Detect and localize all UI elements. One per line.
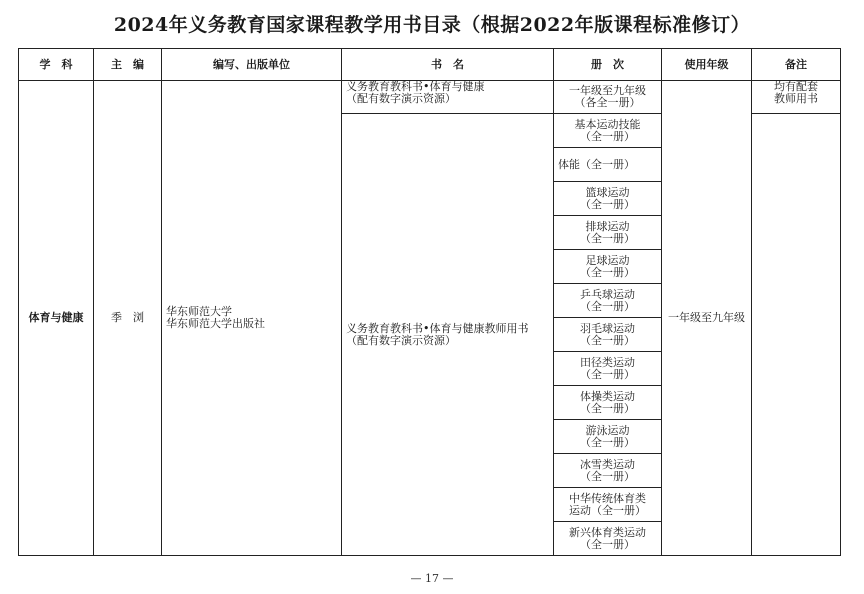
notes-cell-empty	[752, 114, 841, 556]
volume-line-2: （全一册）	[580, 265, 635, 279]
volume-line-1: 中华传统体育类	[569, 491, 646, 505]
volume-line-1: 体操类运动	[580, 389, 635, 403]
volume-cell	[554, 148, 662, 182]
volume-cell	[554, 250, 662, 284]
header-editor: 主 编	[94, 49, 162, 81]
volume-cell	[554, 182, 662, 216]
volume-cell	[554, 114, 662, 148]
book-title: 义务教育教科书•体育与健康教师用书	[346, 321, 529, 335]
volume-line-2: （全一册）	[580, 231, 635, 245]
book-note: （配有数字演示资源）	[346, 333, 456, 347]
volume-line-1: 排球运动	[585, 219, 630, 233]
volume-line-2: （各全一册）	[574, 96, 641, 109]
header-grade: 使用年级	[662, 49, 752, 81]
publisher-cell	[162, 81, 342, 556]
volume-line-1: 基本运动技能	[574, 117, 641, 131]
volume-line-2: （全一册）	[580, 299, 635, 313]
book-cell-teacher	[342, 114, 554, 556]
notes-line-1: 均有配套	[774, 80, 818, 93]
notes-line-2: 教师用书	[774, 92, 818, 105]
volume-cell	[554, 420, 662, 454]
book-cell-student	[342, 81, 554, 114]
volume-line-1: 羽毛球运动	[580, 321, 635, 335]
volume-line-2: 运动（全一册）	[569, 503, 646, 517]
notes-cell	[752, 81, 841, 114]
volume-line-2: （全一册）	[580, 537, 635, 551]
subject-cell: 体育与健康	[19, 81, 94, 556]
volume-cell	[554, 488, 662, 522]
volume-line-1: 体能（全一册）	[558, 157, 635, 171]
volume-cell	[554, 81, 662, 114]
volume-line-1: 游泳运动	[585, 423, 630, 437]
volume-line-1: 一年级至九年级	[569, 84, 646, 97]
page-title: 2024年义务教育国家课程教学用书目录（根据2022年版课程标准修订）	[113, 14, 751, 36]
volume-cell	[554, 522, 662, 556]
editor-cell: 季 浏	[94, 81, 162, 556]
volume-line-1: 足球运动	[585, 253, 630, 267]
volume-cell	[554, 318, 662, 352]
volume-line-2: （全一册）	[580, 469, 635, 483]
book-title: 义务教育教科书•体育与健康	[346, 80, 485, 93]
volume-line-2: （全一册）	[580, 333, 635, 347]
header-row	[19, 49, 841, 81]
volume-cell	[554, 454, 662, 488]
page-number: — 17 —	[410, 572, 454, 585]
volume-line-1: 乒乓球运动	[580, 287, 635, 301]
volume-line-2: （全一册）	[580, 367, 635, 381]
publisher-line-2: 华东师范大学出版社	[166, 317, 265, 330]
header-volume: 册 次	[554, 49, 662, 81]
volume-cell	[554, 284, 662, 318]
volume-line-2: （全一册）	[580, 197, 635, 211]
publisher-line-1: 华东师范大学	[166, 305, 232, 318]
grade-cell: 一年级至九年级	[662, 81, 752, 556]
volume-line-2: （全一册）	[580, 129, 635, 143]
book-note: （配有数字演示资源）	[346, 92, 456, 105]
volume-cell	[554, 386, 662, 420]
table-row	[19, 81, 841, 114]
header-book: 书 名	[342, 49, 554, 81]
volume-cell	[554, 352, 662, 386]
volume-line-1: 新兴体育类运动	[569, 525, 646, 539]
volume-cell	[554, 216, 662, 250]
header-publisher: 编写、出版单位	[162, 49, 342, 81]
catalog-table	[18, 48, 841, 556]
volume-line-2: （全一册）	[580, 401, 635, 415]
header-notes: 备注	[752, 49, 841, 81]
volume-line-1: 田径类运动	[580, 355, 635, 369]
header-subject: 学 科	[19, 49, 94, 81]
volume-line-1: 篮球运动	[585, 185, 630, 199]
volume-line-1: 冰雪类运动	[580, 457, 635, 471]
volume-line-2: （全一册）	[580, 435, 635, 449]
